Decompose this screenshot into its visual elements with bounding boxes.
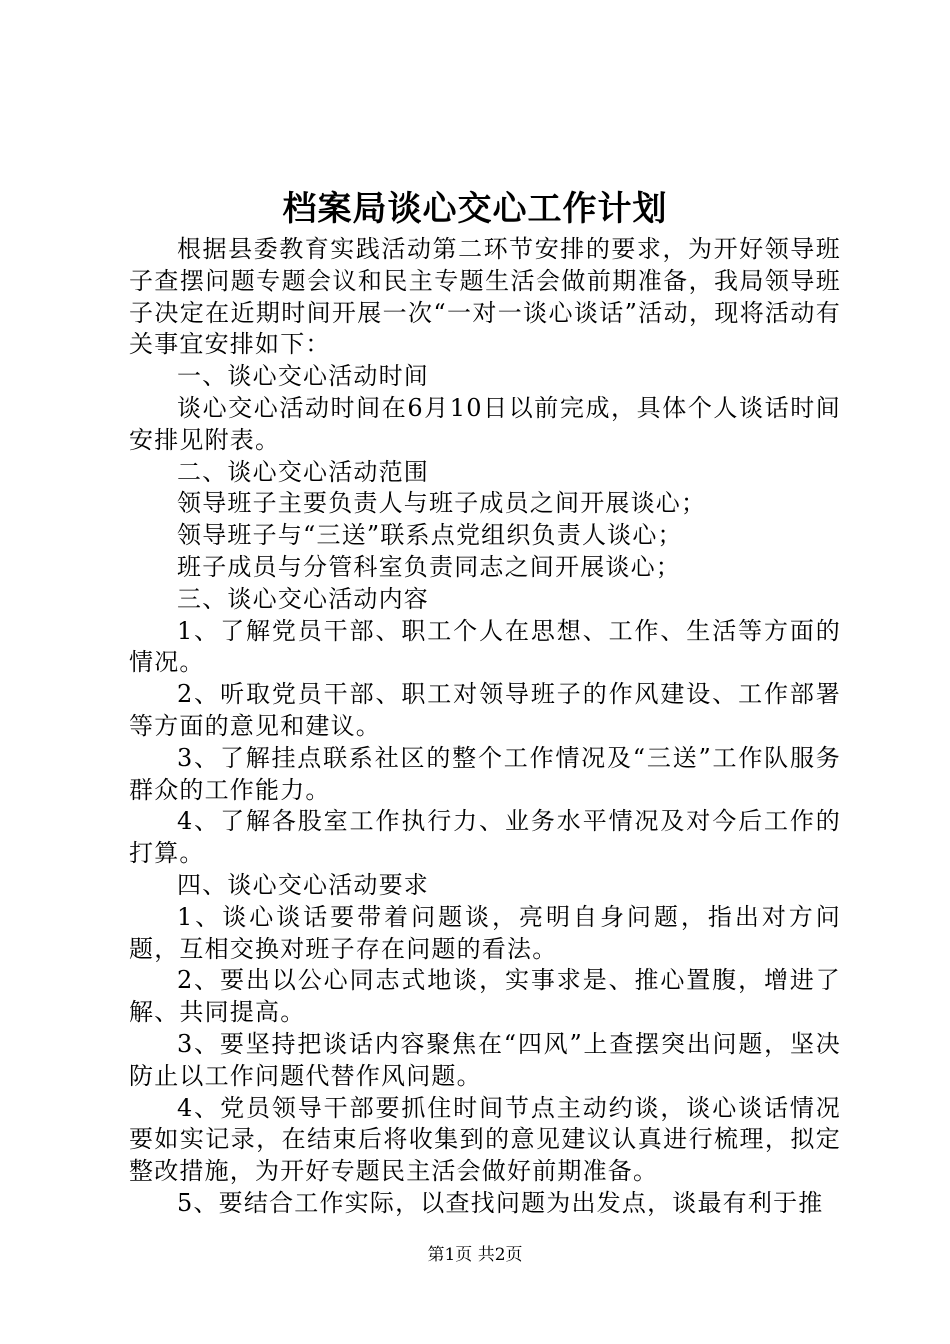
section-heading: 三、谈心交心活动内容 (177, 584, 429, 613)
document-title: 档案局谈心交心工作计划 (282, 189, 668, 229)
list-item: 2、要出以公心同志式地谈，实事求是、推心置腹，增进了解、共同提高。 (129, 966, 841, 1027)
list-item: 1、了解党员干部、职工个人在思想、工作、生活等方面的情况。 (129, 616, 841, 677)
list-item: 1、谈心谈话要带着问题谈，亮明自身问题，指出对方问题，互相交换对班子存在问题的看法。 (129, 902, 841, 963)
section-heading: 一、谈心交心活动时间 (177, 362, 429, 391)
list-item: 2、听取党员干部、职工对领导班子的作风建设、工作部署等方面的意见和建议。 (129, 680, 841, 740)
paragraph: 领导班子主要负责人与班子成员之间开展谈心； (177, 489, 707, 518)
list-item: 3、要坚持把谈话内容聚焦在“四风”上查摆突出问题，坚决防止以工作问题代替作风问题。 (129, 1029, 841, 1090)
section-heading: 四、谈心交心活动要求 (177, 870, 429, 899)
page-footer: 第1页 共2页 (427, 1245, 523, 1265)
document-body (129, 234, 841, 1220)
list-item: 4、了解各股室工作执行力、业务水平情况及对今后工作的打算。 (129, 807, 841, 868)
paragraph: 领导班子与“三送”联系点党组织负责人谈心； (177, 521, 683, 550)
paragraph: 班子成员与分管科室负责同志之间开展谈心； (177, 552, 681, 581)
paragraph-intro: 根据县委教育实践活动第二环节安排的要求，为开好领导班子查摆问题专题会议和民主专题生活会做前期准备，我局领导班子决定在近期时间开展一次“一对一谈心谈话”活动，现将活动有关事宜安排如下： (129, 235, 841, 359)
paragraph: 谈心交心活动时间在6月10日以前完成，具体个人谈话时间安排见附表。 (129, 393, 841, 454)
section-heading: 二、谈心交心活动范围 (177, 457, 429, 486)
list-item: 5、要结合工作实际，以查找问题为出发点，谈最有利于推 (177, 1188, 824, 1217)
list-item: 4、党员领导干部要抓住时间节点主动约谈，谈心谈话情况要如实记录，在结束后将收集到的意见建议认真进行梳理，拟定整改措施，为开好专题民主活会做好前期准备。 (129, 1093, 841, 1186)
list-item: 3、了解挂点联系社区的整个工作情况及“三送”工作队服务群众的工作能力。 (129, 743, 841, 804)
